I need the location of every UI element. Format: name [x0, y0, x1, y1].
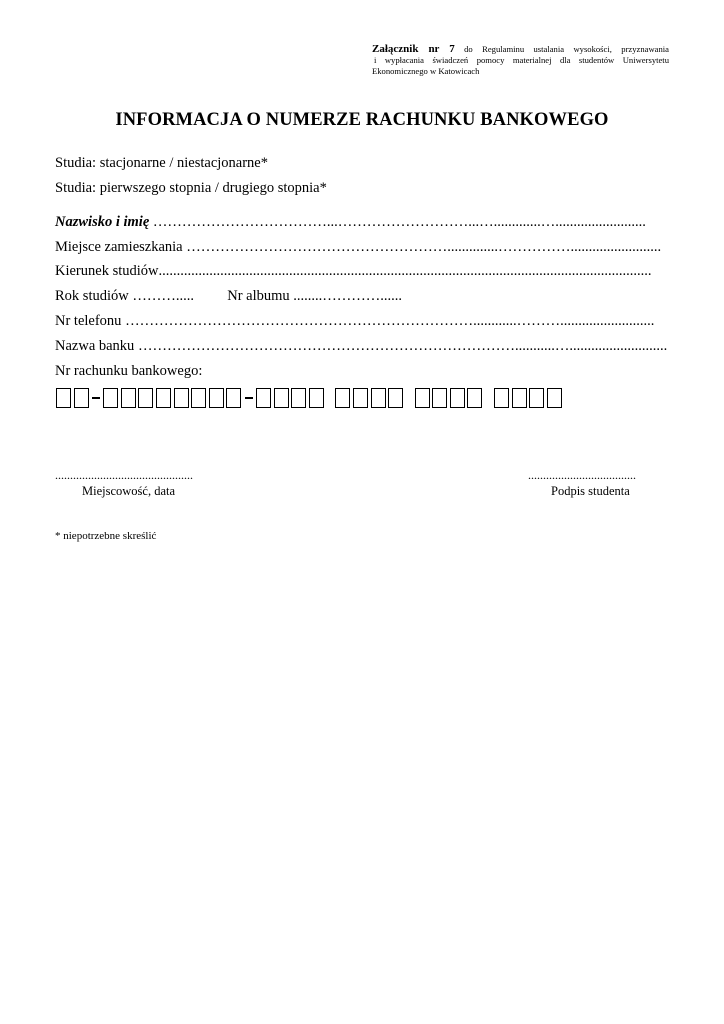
residence-dots: ………………………………………………..............…………….........................	[186, 239, 662, 255]
bank-field[interactable]	[55, 337, 668, 355]
signature-label: Podpis studenta	[551, 484, 630, 498]
place-date-label: Miejscowość, data	[82, 484, 176, 498]
annex-note	[372, 44, 669, 77]
name-dots: ………………………………...………………………...….............….........................	[152, 214, 646, 230]
signature-dots: ....................................	[528, 468, 636, 482]
annex-line-1: do Regulaminu ustalania wysokości, przyznawania	[464, 44, 669, 54]
account-digit-box[interactable]	[103, 388, 118, 408]
account-digit-box[interactable]	[156, 388, 171, 408]
page-title: INFORMACJA O NUMERZE RACHUNKU BANKOWEGO	[115, 110, 609, 130]
account-digit-box[interactable]	[388, 388, 403, 408]
account-digit-box[interactable]	[209, 388, 224, 408]
major-label: Kierunek studiów	[55, 263, 159, 279]
album-label: Nr albumu	[227, 288, 290, 304]
year-dots: ……….....	[132, 288, 194, 304]
account-digit-box[interactable]	[529, 388, 544, 408]
account-digit-box[interactable]	[309, 388, 324, 408]
footnote: * niepotrzebne skreślić	[55, 530, 157, 542]
account-digit-box[interactable]	[353, 388, 368, 408]
account-digit-box[interactable]	[432, 388, 447, 408]
account-dash	[245, 397, 253, 399]
account-digit-box[interactable]	[121, 388, 136, 408]
residence-field[interactable]	[55, 238, 666, 256]
account-digit-box[interactable]	[74, 388, 89, 408]
phone-dots: ………………………………………………………………............………..........................	[125, 313, 655, 329]
residence-label: Miejsce zamieszkania	[55, 239, 183, 255]
account-digit-box[interactable]	[174, 388, 189, 408]
account-digit-box[interactable]	[335, 388, 350, 408]
phone-field[interactable]	[55, 312, 660, 330]
phone-label: Nr telefonu	[55, 313, 122, 329]
account-digit-box[interactable]	[256, 388, 271, 408]
album-dots: ........…………......	[293, 288, 403, 304]
annex-line-3: Ekonomicznego w Katowicach	[372, 66, 480, 76]
account-digit-box[interactable]	[191, 388, 206, 408]
study-level-line: Studia: pierwszego stopnia / drugiego stopnia*	[55, 180, 327, 196]
account-digit-box[interactable]	[274, 388, 289, 408]
annex-label: Załącznik nr 7	[372, 43, 455, 55]
major-dots: ........................................................................................................................................	[158, 263, 652, 279]
account-label: Nr rachunku bankowego:	[55, 363, 203, 379]
account-digit-box[interactable]	[547, 388, 562, 408]
account-digit-box[interactable]	[226, 388, 241, 408]
account-digit-box[interactable]	[467, 388, 482, 408]
account-digit-box[interactable]	[371, 388, 386, 408]
account-digit-box[interactable]	[291, 388, 306, 408]
account-digit-box[interactable]	[450, 388, 465, 408]
name-field[interactable]	[55, 213, 658, 231]
account-digit-box[interactable]	[494, 388, 509, 408]
account-digit-box[interactable]	[415, 388, 430, 408]
bank-dots: ……………………………………………………………………...........…...........................	[137, 338, 668, 354]
account-digit-box[interactable]	[138, 388, 153, 408]
year-album-field[interactable]	[55, 287, 402, 305]
major-field[interactable]	[55, 262, 659, 280]
account-digit-box[interactable]	[56, 388, 71, 408]
study-mode-line: Studia: stacjonarne / niestacjonarne*	[55, 155, 268, 171]
annex-line-2: i wypłacania świadczeń pomocy materialnej dla studentów Uniwersytetu	[374, 55, 669, 65]
place-date-dots: ..............................................	[55, 468, 193, 482]
name-label: Nazwisko i imię	[55, 214, 150, 230]
account-number-boxes[interactable]	[56, 386, 564, 410]
account-dash	[92, 397, 100, 399]
year-label: Rok studiów	[55, 288, 129, 304]
account-digit-box[interactable]	[512, 388, 527, 408]
bank-label: Nazwa banku	[55, 338, 135, 354]
